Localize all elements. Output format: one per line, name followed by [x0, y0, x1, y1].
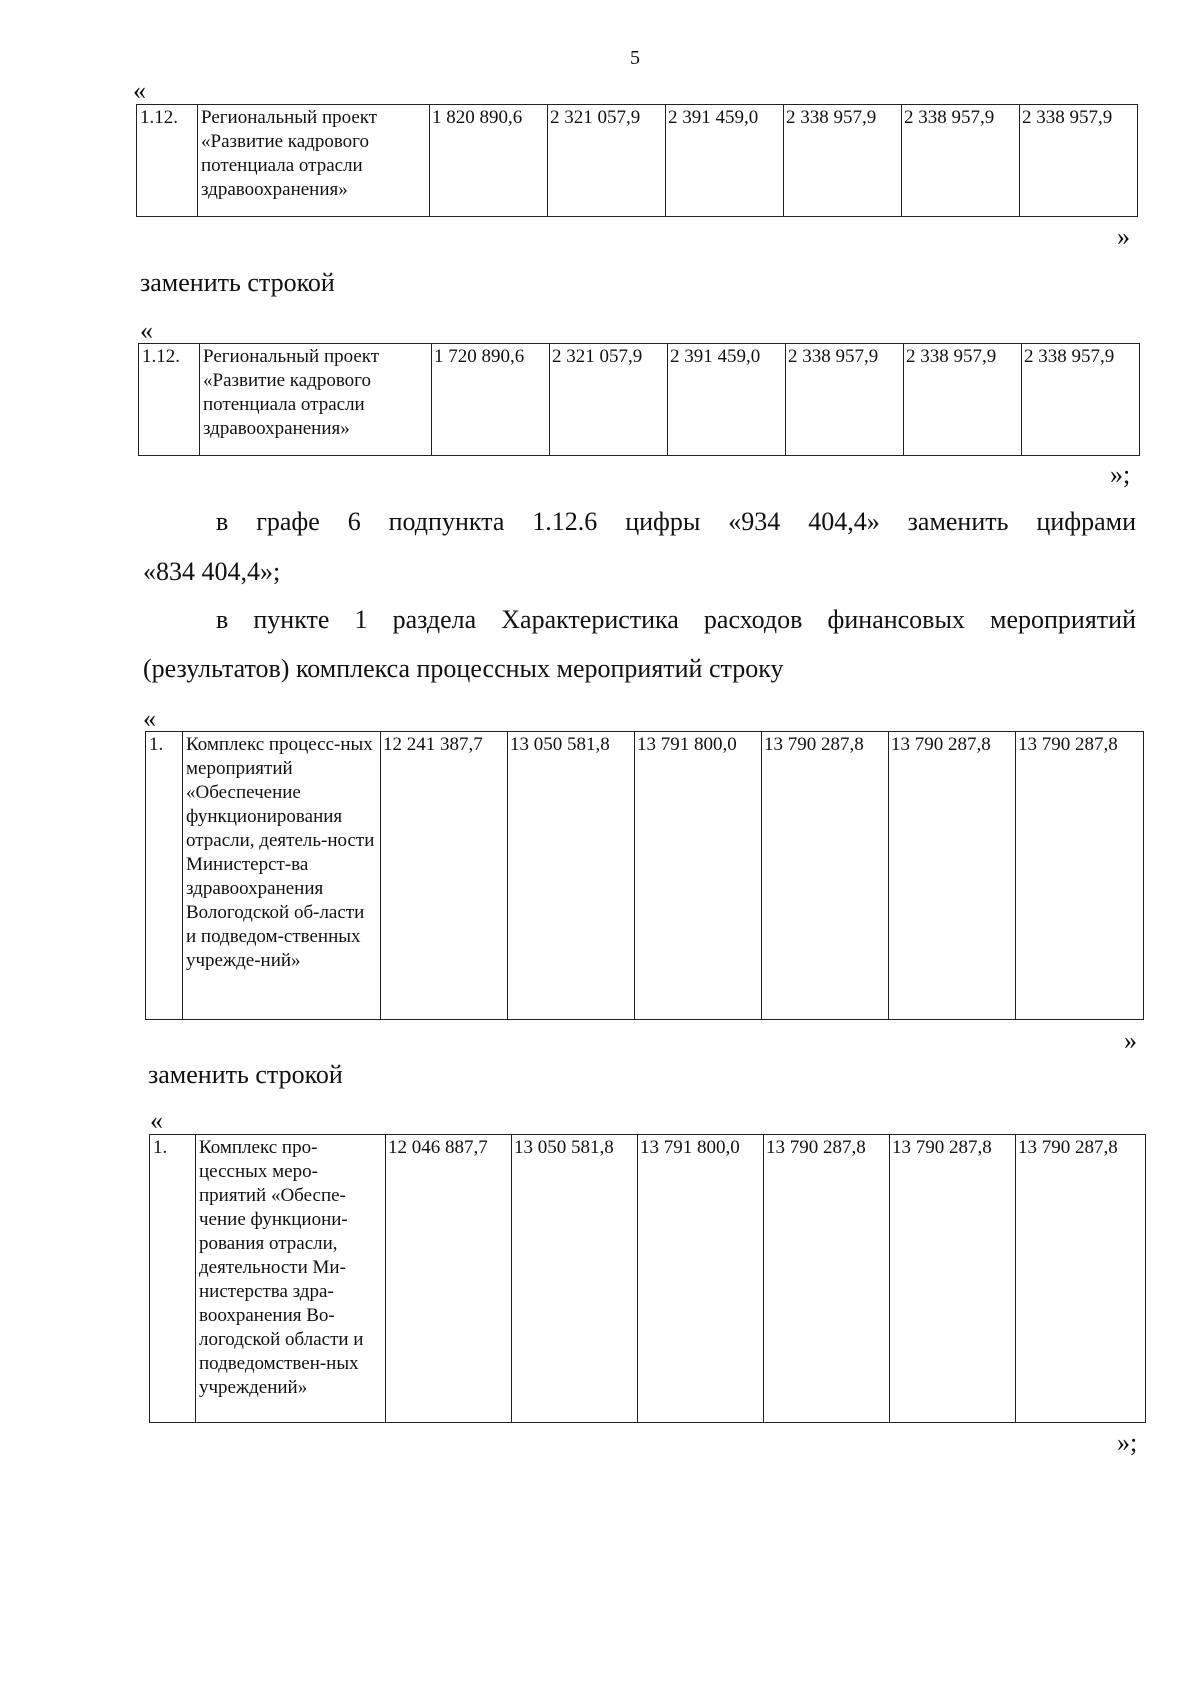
- value-cell: 2 391 459,0: [668, 344, 786, 456]
- value-cell: 2 338 957,9: [1020, 105, 1138, 217]
- value-cell: 13 050 581,8: [508, 732, 635, 1020]
- close-quote: »: [1117, 222, 1130, 251]
- value-cell: 2 391 459,0: [666, 105, 784, 217]
- value-cell: 12 241 387,7: [381, 732, 508, 1020]
- row-name: Комплекс про-цессных меро-приятий «Обеспе-чение функциони-рования отрасли, деятельности Ми-нистерства здра-воохранения Во-логодской области и подведомствен-ных учреждений»: [196, 1135, 386, 1423]
- row-index: 1.12.: [137, 105, 198, 217]
- paragraph-1-line-2: «834 404,4»;: [143, 557, 281, 586]
- value-cell: 2 321 057,9: [550, 344, 668, 456]
- replace-caption: заменить строкой: [140, 268, 335, 297]
- value-cell: 13 790 287,8: [762, 732, 889, 1020]
- value-cell: 13 791 800,0: [635, 732, 762, 1020]
- value-cell: 13 791 800,0: [638, 1135, 764, 1423]
- value-cell: 13 050 581,8: [512, 1135, 638, 1423]
- row-name: Региональный проект «Развитие кадрового потенциала отрасли здравоохранения»: [198, 105, 430, 217]
- row-index: 1.: [150, 1135, 196, 1423]
- new-row-1-table: [149, 1134, 1146, 1423]
- paragraph-1-line-1: в графе 6 подпункта 1.12.6 цифры «934 404,4» заменить цифрами: [216, 507, 1136, 536]
- paragraph-2-line-2: (результатов) комплекса процессных мероприятий строку: [143, 654, 784, 683]
- open-quote: «: [150, 1106, 163, 1135]
- close-quote-semicolon: »;: [1110, 460, 1131, 489]
- close-quote: »: [1124, 1026, 1137, 1055]
- open-quote: «: [143, 704, 156, 733]
- row-index: 1.12.: [139, 344, 200, 456]
- value-cell: 13 790 287,8: [1016, 732, 1144, 1020]
- value-cell: 13 790 287,8: [1016, 1135, 1146, 1423]
- close-quote-semicolon: »;: [1117, 1428, 1138, 1457]
- value-cell: 2 338 957,9: [902, 105, 1020, 217]
- page-number: 5: [630, 47, 640, 69]
- old-row-1-12-table: [136, 104, 1138, 217]
- replace-caption: заменить строкой: [148, 1060, 343, 1089]
- value-cell: 2 338 957,9: [786, 344, 904, 456]
- value-cell: 13 790 287,8: [890, 1135, 1016, 1423]
- value-cell: 13 790 287,8: [764, 1135, 890, 1423]
- value-cell: 2 321 057,9: [548, 105, 666, 217]
- value-cell: 13 790 287,8: [889, 732, 1016, 1020]
- value-cell: 2 338 957,9: [784, 105, 902, 217]
- row-index: 1.: [146, 732, 183, 1020]
- new-row-1-12-table: [138, 343, 1140, 456]
- value-cell: 1 720 890,6: [432, 344, 550, 456]
- row-name: Комплекс процесс-ных мероприятий «Обеспечение функционирования отрасли, деятель-ности Министерст-ва здравоохранения Вологодской об-ласти и подведом-ственных учрежде-ний»: [183, 732, 381, 1020]
- old-row-1-table: [145, 731, 1144, 1020]
- paragraph-2-line-1: в пункте 1 раздела Характеристика расходов финансовых мероприятий: [216, 605, 1136, 634]
- value-cell: 2 338 957,9: [904, 344, 1022, 456]
- row-name: Региональный проект «Развитие кадрового потенциала отрасли здравоохранения»: [200, 344, 432, 456]
- value-cell: 1 820 890,6: [430, 105, 548, 217]
- open-quote: «: [133, 76, 146, 105]
- open-quote: «: [140, 316, 153, 345]
- value-cell: 2 338 957,9: [1022, 344, 1140, 456]
- value-cell: 12 046 887,7: [386, 1135, 512, 1423]
